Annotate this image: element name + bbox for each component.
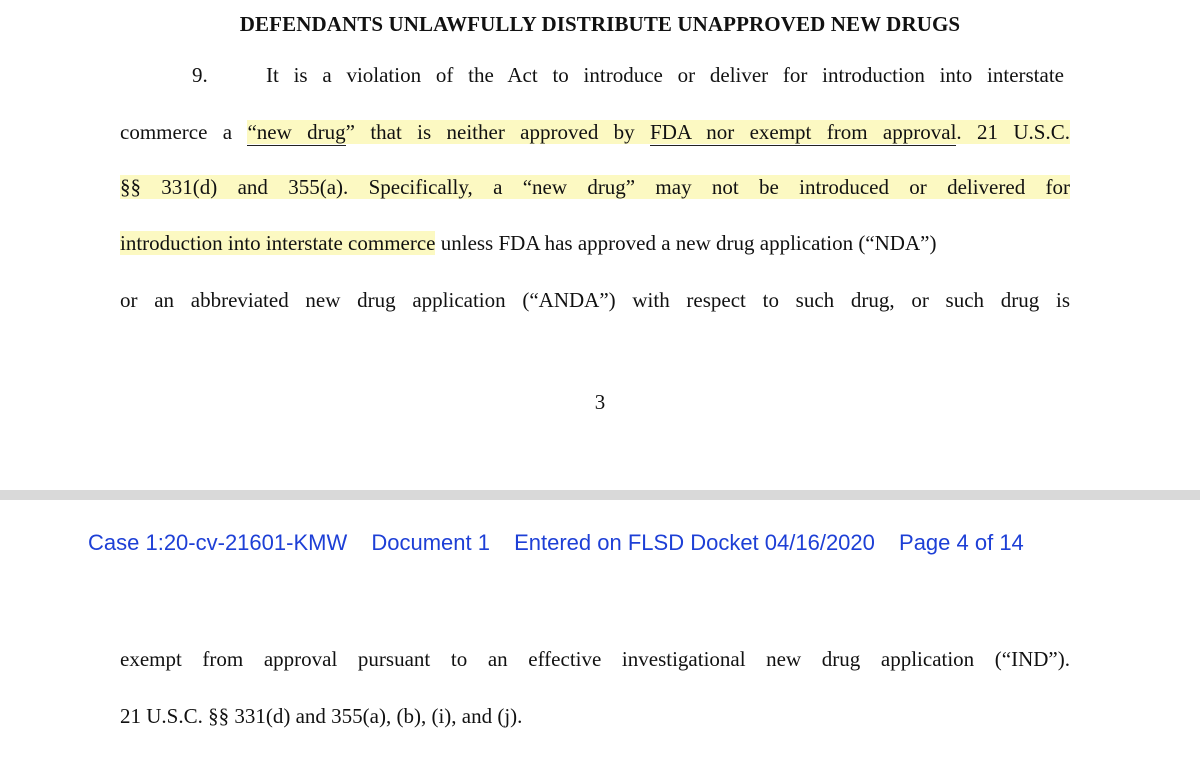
line2-pre: commerce a: [120, 120, 233, 144]
docket-entry: Entered on FLSD Docket 04/16/2020: [514, 530, 875, 555]
case-number: Case 1:20-cv-21601-KMW: [88, 530, 348, 555]
section-heading: DEFENDANTS UNLAWFULLY DISTRIBUTE UNAPPROVED NEW DRUGS: [239, 12, 961, 36]
paragraph-line-2: [120, 118, 1070, 146]
line2-highlight: [247, 120, 1069, 144]
document-number: Document 1: [371, 530, 490, 555]
page-count: Page 4 of 14: [899, 530, 1024, 555]
line4-rest: unless FDA has approved a new drug application (“NDA”): [435, 231, 937, 255]
document-page-lower: [0, 500, 1200, 769]
paragraph-line-4: [120, 229, 1070, 257]
line2-post: 21 U.S.C.: [961, 120, 1070, 144]
paragraph-number: 9.: [192, 63, 208, 87]
paragraph-line-6: exempt from approval pursuant to an effective investigational new drug application (“IND”).: [120, 647, 1070, 671]
paragraph-line-3: [120, 173, 1070, 201]
case-header: [88, 530, 1024, 556]
page-number: 3: [594, 390, 606, 414]
paragraph-line-5: or an abbreviated new drug application (“ANDA”) with respect to such drug, or such drug is: [120, 288, 1070, 312]
paragraph-line-7: 21 U.S.C. §§ 331(d) and 355(a), (b), (i), and (j).: [120, 704, 523, 728]
underlined-fda-exempt: FDA nor exempt from approval: [650, 120, 957, 144]
line3-highlight: §§ 331(d) and 355(a). Specifically, a “new drug” may not be introduced or delivered for: [120, 175, 1070, 199]
line4-highlight: introduction into interstate commerce: [120, 231, 436, 255]
underlined-new-drug: “new drug: [247, 120, 346, 144]
line2-mid: ” that is neither approved by: [345, 120, 651, 144]
line2-period: .: [956, 120, 962, 144]
paragraph-line-1: It is a violation of the Act to introduce or deliver for introduction into interstate: [266, 63, 1064, 87]
page-separator: [0, 490, 1200, 500]
